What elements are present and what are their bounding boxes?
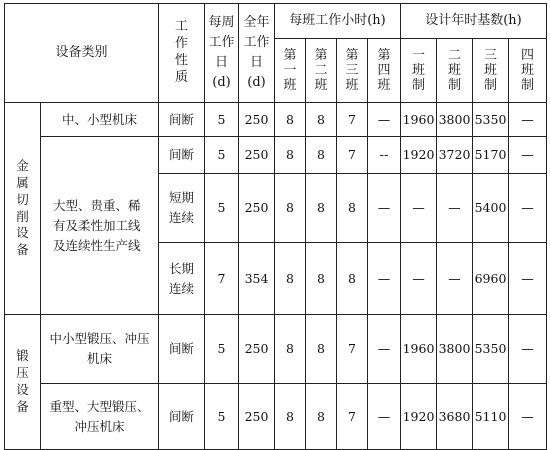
cell-shift-2: 8 bbox=[306, 315, 337, 384]
cell-annual: 250 bbox=[239, 384, 275, 450]
cell-annual: 250 bbox=[239, 103, 275, 137]
subgroup-large-precious: 大型、贵重、稀有及柔性加工线及连续性生产线 bbox=[41, 137, 159, 315]
header-shift-4: 第四班 bbox=[368, 39, 401, 103]
cell-design-2: 3680 bbox=[437, 384, 473, 450]
cell-design-4: — bbox=[509, 103, 547, 137]
cell-weekly: 5 bbox=[205, 384, 239, 450]
cell-shift-3: 7 bbox=[337, 137, 368, 174]
header-annual-days: 全年工作日(d) bbox=[239, 4, 275, 103]
cell-shift-2: 8 bbox=[306, 103, 337, 137]
cell-shift-2: 8 bbox=[306, 174, 337, 243]
table-row bbox=[5, 137, 547, 174]
cell-shift-1: 8 bbox=[275, 243, 306, 315]
cell-nature: 间断 bbox=[159, 137, 205, 174]
cell-nature: 间断 bbox=[159, 103, 205, 137]
cell-design-1: 1960 bbox=[401, 103, 437, 137]
cell-design-4: — bbox=[509, 243, 547, 315]
equipment-hours-table bbox=[4, 3, 547, 450]
cell-design-2: 3800 bbox=[437, 103, 473, 137]
cell-design-3: 5350 bbox=[473, 103, 509, 137]
cell-design-1: — bbox=[401, 243, 437, 315]
header-shift-2: 第二班 bbox=[306, 39, 337, 103]
group-forging: 锻压设备 bbox=[5, 315, 41, 450]
cell-design-1: 1920 bbox=[401, 137, 437, 174]
cell-design-1: 1920 bbox=[401, 384, 437, 450]
cell-annual: 250 bbox=[239, 137, 275, 174]
cell-design-1: 1960 bbox=[401, 315, 437, 384]
cell-shift-3: 7 bbox=[337, 315, 368, 384]
header-shift-hours: 每班工作小时(h) bbox=[275, 4, 401, 39]
subgroup-small-medium-machine: 中、小型机床 bbox=[41, 103, 159, 137]
cell-design-3: 5170 bbox=[473, 137, 509, 174]
cell-shift-3: 7 bbox=[337, 384, 368, 450]
header-category: 设备类别 bbox=[5, 4, 159, 103]
subgroup-small-medium-forging: 中小型锻压、冲压机床 bbox=[41, 315, 159, 384]
cell-shift-1: 8 bbox=[275, 103, 306, 137]
cell-shift-1: 8 bbox=[275, 174, 306, 243]
header-design-1: 一班制 bbox=[401, 39, 437, 103]
group-metal-cutting: 金属切削设备 bbox=[5, 103, 41, 315]
header-design-3: 三班制 bbox=[473, 39, 509, 103]
header-design-2: 二班制 bbox=[437, 39, 473, 103]
cell-design-3: 6960 bbox=[473, 243, 509, 315]
cell-shift-4: — bbox=[368, 103, 401, 137]
cell-weekly: 7 bbox=[205, 243, 239, 315]
cell-design-3: 5400 bbox=[473, 174, 509, 243]
cell-shift-3: 8 bbox=[337, 174, 368, 243]
cell-annual: 250 bbox=[239, 174, 275, 243]
header-shift-3: 第三班 bbox=[337, 39, 368, 103]
cell-nature: 间断 bbox=[159, 384, 205, 450]
cell-design-4: — bbox=[509, 384, 547, 450]
header-weekly-days: 每周工作日(d) bbox=[205, 4, 239, 103]
cell-shift-4: — bbox=[368, 384, 401, 450]
cell-design-3: 5110 bbox=[473, 384, 509, 450]
header-shift-1: 第一班 bbox=[275, 39, 306, 103]
cell-design-1: — bbox=[401, 174, 437, 243]
cell-shift-1: 8 bbox=[275, 137, 306, 174]
cell-design-2: — bbox=[437, 174, 473, 243]
header-nature: 工作性质 bbox=[159, 4, 205, 103]
cell-weekly: 5 bbox=[205, 137, 239, 174]
cell-weekly: 5 bbox=[205, 315, 239, 384]
cell-design-3: 5350 bbox=[473, 315, 509, 384]
header-design-4: 四班制 bbox=[509, 39, 547, 103]
cell-shift-2: 8 bbox=[306, 243, 337, 315]
table-row bbox=[5, 103, 547, 137]
cell-shift-2: 8 bbox=[306, 137, 337, 174]
cell-design-2: 3720 bbox=[437, 137, 473, 174]
cell-shift-4: -- bbox=[368, 137, 401, 174]
cell-design-4: — bbox=[509, 137, 547, 174]
cell-annual: 354 bbox=[239, 243, 275, 315]
cell-design-2: 3800 bbox=[437, 315, 473, 384]
cell-shift-2: 8 bbox=[306, 384, 337, 450]
table-row bbox=[5, 384, 547, 450]
cell-nature: 短期连续 bbox=[159, 174, 205, 243]
cell-shift-1: 8 bbox=[275, 315, 306, 384]
cell-shift-4: — bbox=[368, 243, 401, 315]
cell-shift-4: — bbox=[368, 174, 401, 243]
cell-shift-3: 7 bbox=[337, 103, 368, 137]
cell-design-2: — bbox=[437, 243, 473, 315]
cell-weekly: 5 bbox=[205, 103, 239, 137]
header-design-hours: 设计年时基数(h) bbox=[401, 4, 547, 39]
table-row bbox=[5, 315, 547, 384]
cell-nature: 长期连续 bbox=[159, 243, 205, 315]
cell-shift-3: 8 bbox=[337, 243, 368, 315]
cell-nature: 间断 bbox=[159, 315, 205, 384]
cell-weekly: 5 bbox=[205, 174, 239, 243]
cell-annual: 250 bbox=[239, 315, 275, 384]
subgroup-heavy-large-forging: 重型、大型锻压、冲压机床 bbox=[41, 384, 159, 450]
cell-design-4: — bbox=[509, 315, 547, 384]
cell-design-4: — bbox=[509, 174, 547, 243]
cell-shift-1: 8 bbox=[275, 384, 306, 450]
cell-shift-4: — bbox=[368, 315, 401, 384]
header-row-top bbox=[5, 4, 547, 39]
